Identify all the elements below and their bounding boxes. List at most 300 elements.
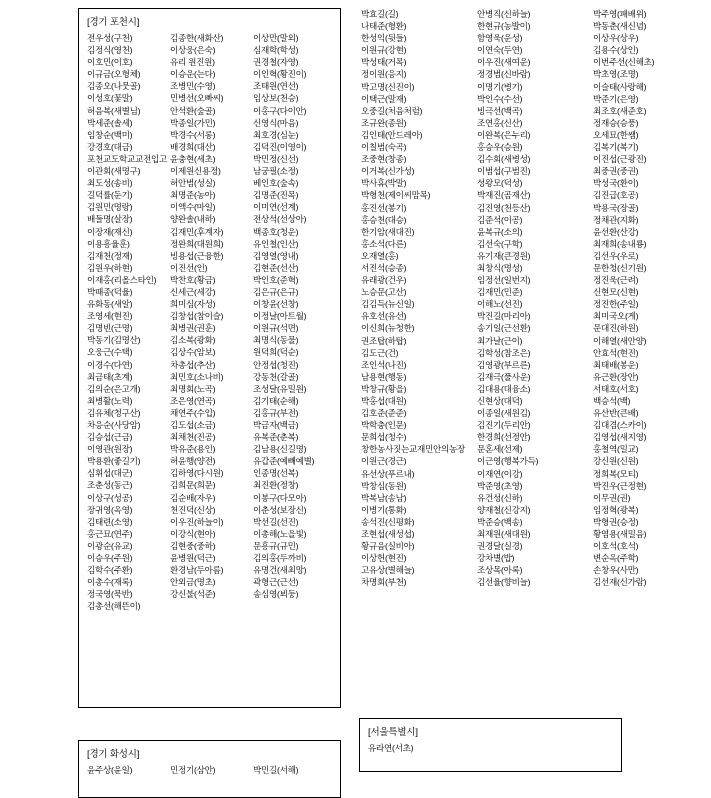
name-entry: 민정기(삼안) [170,765,216,775]
name-entry: 이연숙(두연) [477,45,523,56]
name-entry: 이진섭(근광진) [593,154,647,165]
name-entry: 허음복(새별님) [87,105,141,116]
name-entry: 김용수(상인) [593,45,639,56]
name-entry: 임정혁(광복) [593,504,639,515]
name-entry: 김수회(새병성) [477,154,531,165]
name-entry: 고유상(별해늘) [361,565,415,576]
name-entry: 이종일(새원김) [477,408,531,419]
name-entry: 박동기(김명산) [87,335,141,346]
name-entry: 길덕률(둔기) [87,190,133,201]
name-entry: 함영욱(운성) [477,33,523,44]
name-entry: 이상만(말외) [253,33,299,43]
name-entry: 이원규(석면) [253,323,299,334]
name-entry: 이택근(말재) [361,93,407,104]
name-entry: 백종호(청운) [253,226,299,237]
name-entry: 차명회(부천) [361,577,407,588]
name-entry: 이호석(호석) [593,541,639,552]
name-entry: 최창식(명성) [477,262,523,273]
name-entry: 이신희(뉴청한) [361,323,415,334]
name-entry: 박성태(거목) [361,57,407,68]
name-entry: 이우진(하늘이) [170,516,224,527]
name-entry: 오재열(홍) [361,250,399,261]
name-entry: 빙용섭(근융한) [170,250,224,261]
name-entry: 최미국오(게) [593,311,639,322]
name-entry: 김승섭(근금) [87,432,133,443]
name-entry: 김총선(해뜬이) [87,601,141,612]
name-entry: 손창우(사만) [593,565,639,576]
name-entry: 박금자(백금) [253,420,299,430]
name-entry: 남용현(행동) [361,371,407,382]
name-entry: 이우진(새여운) [477,57,531,68]
name-entry: 박준승(백송) [477,516,523,527]
name-entry: 차응순(사당암) [87,420,141,430]
name-entry: 이경수(다연) [87,359,133,370]
name-entry: 최채천(진공) [170,432,216,443]
name-entry: 조성달(유밀원) [253,383,307,394]
name-entry: 최명식(동물) [253,335,299,346]
name-entry: 조연홍(신산) [477,117,523,128]
name-entry: 이상헌(현진) [361,553,407,564]
name-entry: 김재민(민준) [477,287,523,298]
name-entry: 인종명(선복) [253,468,299,479]
name-entry: 문한청(신기원) [593,262,647,273]
name-entry: 홍진선(봉기) [361,202,407,213]
name-entry: 유라연(서초) [368,743,414,753]
name-entry: 박복남(송남) [361,492,407,503]
name-entry: 유근환(장안) [593,371,639,382]
name-entry: 이재홍(리올스타인) [87,274,157,285]
name-entry: 윤복규(소의) [477,226,523,237]
name-entry: 박때종(덕율) [87,286,133,297]
name-entry: 남궁필(소정) [253,166,299,177]
panel-right-column [359,8,707,708]
name-entry: 김종한(새화산) [170,33,224,43]
name-entry: 김진급(호공) [593,190,639,201]
name-entry: 이번주선(신해초) [593,57,655,68]
name-entry: 김홍규(부전) [253,407,299,418]
name-entry: 정채관(지화) [593,214,639,225]
name-entry: 김순배(자우) [170,492,216,503]
name-entry: 최병활(노력) [87,395,133,406]
name-entry: 이슬태(사랑해) [593,81,647,92]
name-entry: 한기암(새대진) [361,226,415,237]
name-entry: 정진한(주일) [593,299,639,310]
name-entry: 이무권(권) [593,492,631,503]
name-entry: 박홍섭(대원) [361,396,407,406]
name-entry: 최민호(소나비) [170,371,224,382]
name-entry: 문혼세(선제) [477,444,523,455]
name-entry: 김소복(광화) [170,335,216,346]
name-entry: 이근영(행복가득) [477,456,539,467]
name-entry: 박재진(곰재산) [477,190,531,201]
name-entry: 최도성(송비) [87,178,133,189]
name-entry: 김유체(청구산) [87,407,141,418]
name-entry: 송심영(뵈둥) [253,589,299,600]
name-entry: 이창윤(선창) [253,299,299,310]
name-entry: 이상구(성공) [87,492,133,503]
name-entry: 박민정(신선) [253,153,299,164]
name-entry: 장귀영(옥영) [87,504,133,515]
name-entry: 한경희(선정안) [477,432,531,443]
name-entry: 최병권(권훈) [170,323,216,334]
name-entry: 임정선(일번지) [477,275,531,286]
name-entry: 윤충현(세초) [170,153,216,164]
name-entry: 박형권(승정) [593,516,639,527]
name-entry: 양완솔(내하) [170,214,216,225]
name-entry: 양재철(신강지) [477,504,531,515]
name-entry: 이관회(새명구) [87,166,141,177]
name-entry: 이봉구(다모아) [253,492,307,503]
name-entry: 이홍구(다이안) [253,105,307,116]
name-entry: 최조호(새준호) [593,105,647,116]
name-entry: 김태련(소영) [87,516,133,527]
name-entry: 조인석(나진) [361,359,407,370]
name-entry: 한현규(농발이) [477,21,531,32]
name-entry: 백승석(백) [593,396,631,406]
name-entry: 김선재(신가람) [593,577,647,588]
name-entry: 박사휴(박말) [361,178,407,189]
name-entry: 김재천(정재) [87,250,133,261]
name-entry: 성왕모(덕성) [477,178,523,189]
panel-right-entries [359,8,707,589]
name-entry: 박진우(근정현) [593,480,647,491]
name-entry: 유리 원진원) [170,57,215,68]
name-entry: 원덕희(덕순) [253,347,299,358]
name-entry: 강신원(신원) [593,456,639,467]
name-entry: 최중권(중권) [593,166,639,177]
name-entry: 박용국(장골) [593,202,639,213]
name-entry: 안정섭(청진) [253,359,299,370]
name-entry: 창한농사짓는교재민안의농장 [361,444,466,455]
name-entry: 조영세(현진) [87,311,133,322]
panel-hwaseong [78,740,341,798]
name-entry: 최금태(초계) [87,371,133,382]
name-entry: 민병선(오빠씨) [170,93,224,104]
name-entry: 송기일(근선환) [477,323,531,334]
name-entry: 윤선환(산강) [593,226,639,237]
name-entry: 이정날(아트월) [253,311,307,322]
name-entry: 정완희(대원희) [170,238,224,249]
name-entry: 이성호(꽃말) [87,93,133,104]
name-entry: 전우성(구천) [87,33,133,43]
name-entry: 김대용(대융소) [477,383,531,394]
name-entry: 이완복(은누리) [477,129,531,140]
name-entry: 김창섭(참이슬) [170,311,224,322]
panel-seoul-entries [366,742,615,755]
name-entry: 이총수(재록) [87,577,133,588]
name-entry: 이명기(병기) [477,81,523,92]
name-entry: 박준기(은영) [593,93,639,104]
name-entry: 박성국(환이) [593,178,639,189]
name-entry: 김대겸(스카이) [593,420,647,431]
name-entry: 최재희(송내룡) [593,238,647,249]
name-entry: 유갑준(예빼예별) [253,456,315,467]
name-entry: 최재원(새대원) [477,529,531,540]
name-entry: 김기태(순해) [253,395,299,406]
name-entry: 오세묘(한쌤) [593,129,639,140]
name-entry: 이범섭(구범진) [477,166,531,177]
name-entry: 안효석(현진) [593,347,639,358]
name-entry: 박형천(제이씨맘목) [361,190,431,201]
name-entry: 김남용(신길명) [253,444,307,455]
name-entry: 정진욱(근려) [593,275,639,286]
name-entry: 최가날(근이) [477,335,523,346]
name-entry: 이병기(통화) [361,504,407,515]
name-entry: 김은규(은규) [253,286,299,297]
name-entry: 김원민(명랑) [87,202,133,213]
name-entry: 김명빈(근명) [87,323,133,334]
name-entry: 조규완(종원) [361,117,407,128]
name-entry: 김선숙(구학) [477,238,523,249]
name-entry: 이제원신용정) [170,166,221,177]
panel-seoul-title: [서울특별시] [368,727,418,738]
name-entry: 이총해(노을빛) [253,528,307,539]
panel-hwaseong-entries [85,764,334,776]
name-entry: 노승문(고산) [361,287,407,298]
name-entry: 이인혁(황진이) [253,69,307,80]
name-entry: 김학수(주환) [87,565,133,576]
name-entry: 이해노(선진) [477,299,523,310]
panel-pocheon [78,8,341,708]
name-entry: 김현중(중하) [170,540,216,551]
name-entry: 이호민(이호) [87,57,133,68]
name-entry: 안외금(명초) [170,577,216,588]
name-entry: 김의홍(두까비) [253,553,307,564]
name-entry: 유명건(새최망) [253,565,307,576]
name-entry: 김현준(선산) [253,262,299,273]
name-entry: 조상목(아록) [477,565,523,576]
name-entry: 박인수(수선) [477,93,523,104]
name-entry: 김선율(향비늘) [477,577,531,588]
name-entry: 강차별(밥) [477,553,515,564]
name-entry: 문희섭(청수) [361,432,407,443]
name-entry: 희미심(자성) [170,299,216,310]
name-entry: 최태배(봉운) [593,359,639,370]
name-entry: 이광순(유교) [87,540,133,551]
name-entry: 조태원(연선) [253,81,299,92]
panel-hwaseong-title: [경기 화성시] [87,749,140,760]
name-entry: 이재연(이강) [477,468,523,479]
name-entry: 박세준(솔세) [87,117,133,128]
name-entry: 이상우(상우) [593,33,639,44]
name-entry: 김학성(참조은) [477,347,531,358]
name-entry: 심휘섭(대군) [87,468,133,479]
name-entry: 박경수(서롱) [170,129,216,140]
name-entry: 조춘성(동근) [87,480,133,491]
name-entry: 안병직(신하늘) [477,9,531,19]
name-entry: 강신불(석준) [170,589,216,600]
panel-seoul [359,718,622,772]
name-entry: 임창순(백미) [87,129,133,140]
name-entry: 유산반(큰배) [593,408,639,419]
name-entry: 김준석(이공) [477,214,523,225]
name-entry: 최명준(농아) [170,190,216,201]
name-entry: 이강식(현아) [170,528,216,539]
name-entry: 이규금(오형체) [87,69,141,80]
name-entry: 김김득(뉴신일) [361,299,415,310]
name-entry: 유건성(신하) [477,492,523,503]
name-entry: 김의순(은고개) [87,383,141,394]
name-entry: 서태호(서호) [593,383,639,394]
name-entry: 권경철(자영) [253,57,299,68]
name-entry: 김진영(천등산) [477,202,531,213]
name-entry: 윤주상(윤일) [87,765,133,775]
name-entry: 김재민(후계자) [170,226,224,237]
name-entry: 홍승우(승원) [477,142,523,153]
name-entry: 김덕진(이영이) [253,141,307,152]
name-entry: 이영관(원장) [87,444,133,455]
name-entry: 김명준(진목) [253,190,299,201]
name-entry: 조현섭(새성섭) [361,529,415,540]
name-entry: 유화동(새알) [87,299,133,310]
name-entry: 오중길(처음처럼) [361,105,423,116]
name-entry: 이상웅(은숙) [170,45,216,56]
name-entry: 홍소석(다른) [361,238,407,249]
name-entry: 배경희(대산) [170,141,216,152]
name-entry: 김하영(다시원) [170,468,224,479]
name-entry: 차총섭(추산) [170,359,216,370]
name-entry: 최명회(노곡) [170,383,216,394]
name-entry: 허안범(성실) [170,178,216,189]
name-entry: 박진길(마리아) [477,311,531,322]
name-entry: 오웅근(수택) [87,347,133,358]
name-entry: 임상보(천승) [253,93,299,104]
panel-pocheon-title: [경기 포천시] [87,17,140,28]
name-entry: 유래광(건우) [361,275,407,286]
name-entry: 베인호(숲속) [253,178,299,189]
name-entry: 천진덕(신상) [170,504,216,515]
name-entry: 정경범(신바람) [477,69,531,80]
name-entry: 김정식(영천) [87,45,133,56]
name-entry: 박창규(황을) [361,383,407,394]
name-entry: 홍근묘(연주) [87,528,133,539]
name-entry: 유인철(인산) [253,238,299,249]
name-entry: 김영열(영내) [253,250,299,261]
name-entry: 정국영(묵반) [87,589,133,600]
name-entry: 김영광(부르른) [477,359,531,370]
name-entry: 김인태(안드레아) [361,129,423,140]
name-entry: 김진기(두리안) [477,420,531,431]
name-entry: 강동천(갈골) [253,371,299,382]
name-entry: 허윤행(양전) [170,456,216,467]
name-entry: 홍철역(밀교) [593,444,639,455]
panel-pocheon-entries [85,32,334,613]
name-entry: 변순옥(주학) [593,553,639,564]
name-entry: 이거복(신가성) [361,166,415,177]
name-entry: 박인호(준혁) [253,274,299,285]
name-entry: 배들명(살장) [87,214,133,225]
name-entry: 김호준(준준) [361,408,407,419]
name-entry: 안석환(숲골) [170,105,216,116]
name-entry: 송석진(신평화) [361,516,415,527]
name-entry: 이원근(경근) [361,456,407,467]
name-entry: 박종일(가민) [170,117,216,128]
name-entry: 김재극(풀사운) [477,371,531,382]
name-entry: 이해열(새안양) [593,335,647,346]
name-entry: 권조탑(하탑) [361,335,407,346]
name-entry: 김도근(건) [361,347,399,358]
name-entry: 박효길(길) [361,9,399,19]
name-entry: 이미연(선계) [253,202,299,213]
name-entry: 최호경(심눈) [253,129,299,140]
name-entry: 유복준(춘복) [253,432,299,443]
name-entry: 이장재(재신) [87,226,133,237]
name-entry: 김종오(나뭇골) [87,81,141,92]
name-entry: 조병민(수영) [170,81,216,92]
name-entry: 김상수(암보) [170,347,216,358]
name-entry [251,600,334,612]
name-entry: 문대진(하원) [593,323,639,334]
name-entry: 이원규(강현) [361,45,407,56]
name-entry: 황염용(새밀음) [593,529,647,540]
name-entry: 박창심(동원) [361,480,407,491]
name-entry: 김원우(하현) [87,262,133,273]
name-entry: 박준영(초영) [477,480,523,491]
name-entry: 포천교도학교교전입고 [87,153,168,164]
name-entry: 유호선(유선) [361,311,407,322]
name-entry: 강경호(대금) [87,141,133,152]
name-entry: 홍승천(대승) [361,214,407,225]
name-entry: 이용흥율훈) [87,238,130,249]
name-entry: 정이원(응지) [361,69,407,80]
name-entry: 곽형근(근선) [253,577,299,588]
name-entry: 이진선(인) [170,262,208,273]
name-entry: 환경남(두아름) [170,565,224,576]
name-entry: 이액수(마일) [170,202,216,213]
name-entry: 이승운(는다) [170,69,216,80]
name-entry: 나태준(형환) [361,21,407,32]
name-entry: 박용환(좋길기) [87,456,141,467]
name-entry: 윤병원(덕근) [170,553,216,564]
name-entry: 박선길(선진) [253,516,299,527]
name-entry: 이칠범(숙곡) [361,142,407,153]
name-entry: 권경달(실경) [477,541,523,552]
name-entry: 박유준(용인) [170,444,216,455]
name-entry: 박초영(조명) [593,69,639,80]
name-entry: 채연주(수입) [170,407,216,418]
name-entry: 전상석(선상아) [253,214,307,225]
name-entry: 신현상(대덕) [477,396,523,406]
name-entry: 정희복(모티) [593,468,639,479]
name-entry: 김희문(희문) [170,480,216,491]
name-entry: 문흥규(규민) [253,540,299,551]
name-entry: 유선상(푸르내) [361,468,415,479]
name-entry: 신세근(세강) [170,286,216,297]
name-entry: 유기재(큰경원) [477,250,531,261]
name-entry: 박학충(인문) [361,420,407,431]
name-entry: 신영식(마음) [253,117,299,128]
name-entry: 이승우(주원) [87,553,133,564]
name-entry: 박고명(신진이) [361,81,415,92]
name-entry: 박찬호(황금) [170,274,216,285]
name-entry: 정재승(승풍) [593,117,639,128]
name-entry: 이춘성(보장신) [253,504,307,515]
name-entry: 심재학(학성) [253,45,299,56]
name-entry: 박민길(서해) [253,765,299,775]
name-entry: 김복기(복기) [593,142,639,153]
name-entry: 조중현(창종) [361,154,407,165]
name-entry: 황규음(실비아) [361,541,415,552]
name-entry: 빙극선(백곡) [477,105,523,116]
name-entry: 최진환(정창) [253,480,299,491]
name-entry: 신현모(신현) [593,287,639,298]
name-entry: 김영섭(새지영) [593,432,647,443]
name-entry: 김도섭(소금) [170,420,216,430]
name-entry [168,600,251,612]
name-entry: 박주영(패배위) [593,9,647,19]
name-entry: 조은영(연곡) [170,395,216,406]
name-entry: 한성익(뒷들) [361,33,407,44]
